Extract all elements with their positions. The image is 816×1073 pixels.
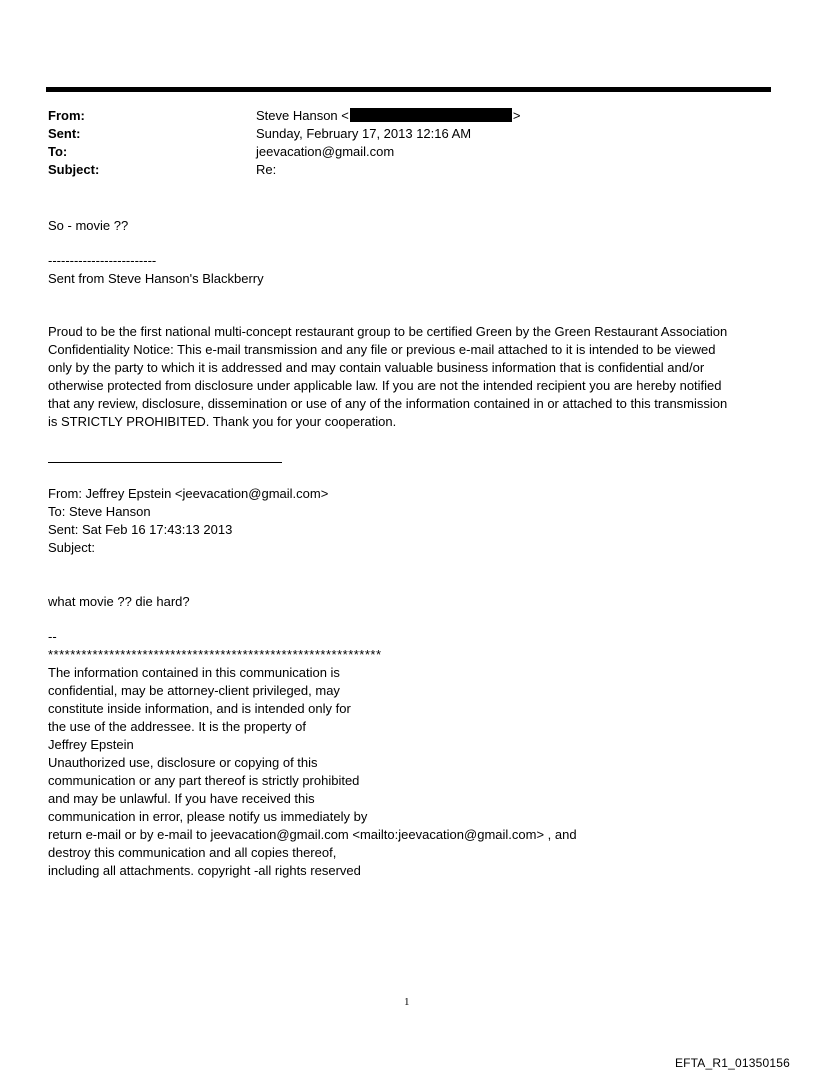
to-label: To:: [48, 144, 68, 159]
disclaimer-line: The information contained in this communication is: [48, 665, 340, 680]
disclaimer-line: and may be unlawful. If you have received this: [48, 791, 315, 806]
notice-line: Proud to be the first national multi-concept restaurant group to be certified Green by the Green Restaurant Association: [48, 324, 728, 339]
redaction-bar: [350, 108, 512, 122]
mobile-signature: Sent from Steve Hanson's Blackberry: [48, 271, 264, 286]
disclaimer-line: Unauthorized use, disclosure or copying of this: [48, 755, 318, 770]
quote-separator-rule: [48, 462, 282, 463]
quoted-sent: Sent: Sat Feb 16 17:43:13 2013: [48, 522, 233, 537]
disclaimer-line: including all attachments. copyright -all rights reserved: [48, 863, 361, 878]
quoted-message: what movie ?? die hard?: [48, 594, 190, 609]
bates-number: EFTA_R1_01350156: [674, 1056, 790, 1070]
disclaimer-line: constitute inside information, and is intended only for: [48, 701, 351, 716]
quoted-to: To: Steve Hanson: [48, 504, 151, 519]
from-close: >: [512, 108, 521, 123]
to-value: jeevacation@gmail.com: [256, 144, 395, 159]
message-text: So - movie ??: [48, 218, 129, 233]
notice-line: is STRICTLY PROHIBITED. Thank you for your cooperation.: [48, 414, 397, 429]
disclaimer-line: confidential, may be attorney-client privileged, may: [48, 683, 340, 698]
quoted-from: From: Jeffrey Epstein <jeevacation@gmail.com>: [48, 486, 329, 501]
notice-line: that any review, disclosure, dissemination or use of any of the information contained in or attached to this transmission: [48, 396, 728, 411]
quoted-sig-dash: --: [48, 629, 57, 644]
quoted-subject: Subject:: [48, 540, 95, 555]
disclaimer-line: the use of the addressee. It is the property of: [48, 719, 306, 734]
subject-value: Re:: [256, 162, 277, 177]
confidentiality-notice: [48, 323, 773, 431]
disclaimer-line: communication in error, please notify us immediately by: [48, 809, 368, 824]
subject-label: Subject:: [48, 162, 100, 177]
stars-line: ************************************************************: [48, 647, 382, 662]
page-number: 1: [404, 996, 410, 1008]
notice-line: Confidentiality Notice: This e-mail transmission and any file or previous e-mail attached to it is intended to be viewed: [48, 342, 716, 357]
disclaimer-line: return e-mail or by e-mail to jeevacation@gmail.com <mailto:jeevacation@gmail.com> , and: [48, 827, 577, 842]
header-rule: [46, 87, 771, 92]
disclaimer-line: communication or any part thereof is strictly prohibited: [48, 773, 360, 788]
disclaimer: [48, 664, 773, 880]
sent-value: Sunday, February 17, 2013 12:16 AM: [256, 126, 472, 141]
notice-line: otherwise protected from disclosure under applicable law. If you are not the intended recipient you are hereby notified: [48, 378, 722, 393]
signature-separator: -------------------------: [48, 253, 157, 268]
sent-label: Sent:: [48, 126, 81, 141]
from-value: [256, 108, 520, 123]
disclaimer-line: destroy this communication and all copies thereof,: [48, 845, 337, 860]
from-name: Steve Hanson <: [256, 108, 349, 123]
disclaimer-line: Jeffrey Epstein: [48, 737, 134, 752]
from-label: From:: [48, 108, 85, 123]
notice-line: only by the party to which it is addressed and may contain valuable business information that is confidential and/or: [48, 360, 705, 375]
